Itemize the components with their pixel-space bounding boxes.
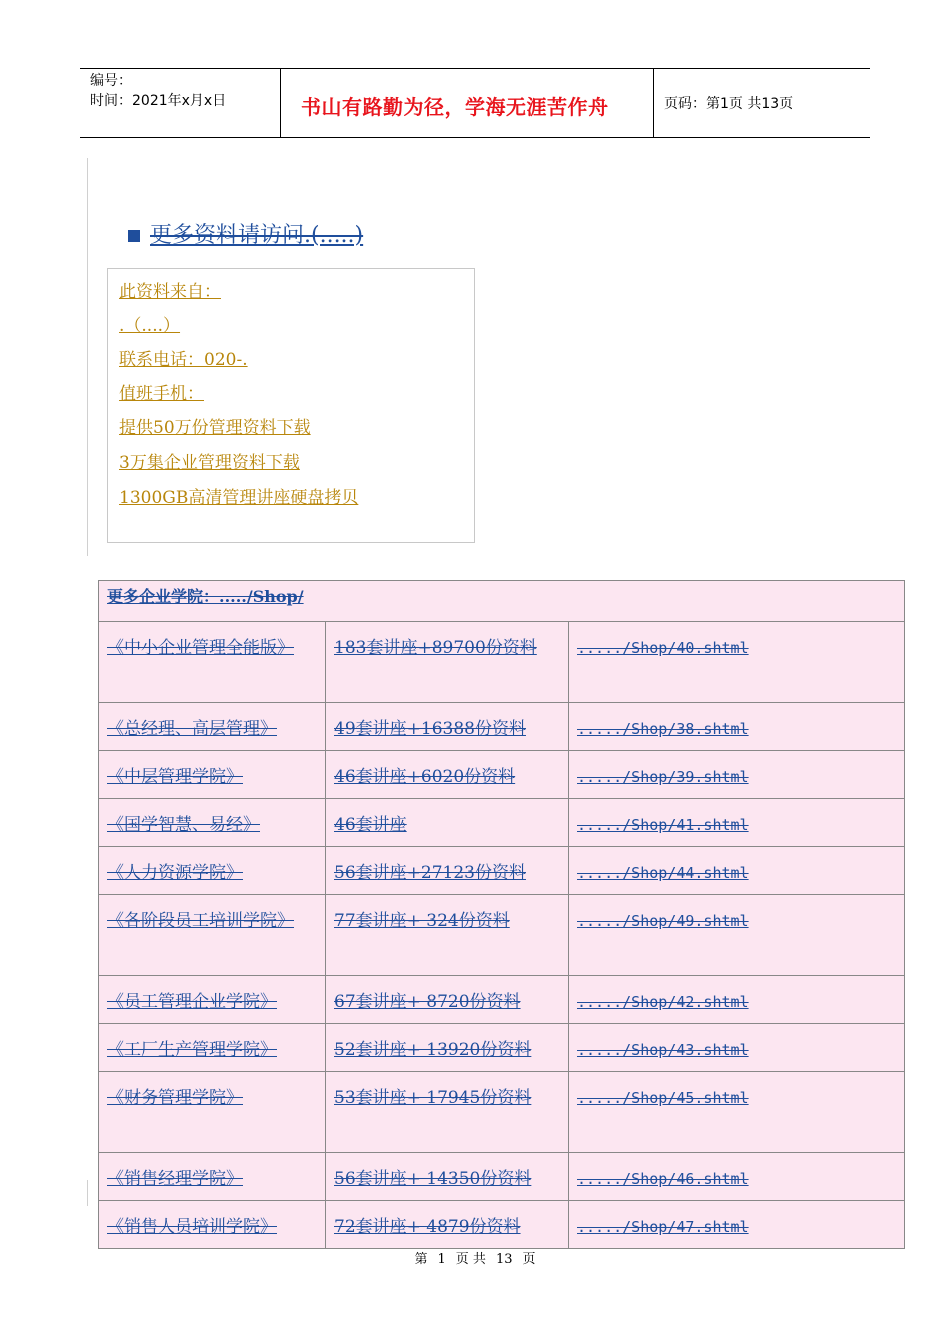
table-row [99, 751, 905, 799]
table-row [99, 847, 905, 895]
academy-desc[interactable]: 46套讲座 [326, 799, 569, 847]
page-footer [0, 1248, 950, 1267]
academy-desc[interactable]: 67套讲座+ 8720份资料 [326, 976, 569, 1024]
table-row [99, 976, 905, 1024]
number-label: 编号： [90, 73, 132, 89]
academy-url[interactable]: ...../Shop/47.shtml [569, 1201, 905, 1249]
academy-url[interactable]: ...../Shop/49.shtml [569, 895, 905, 976]
footer-prefix: 第 [414, 1252, 428, 1267]
header-page-info: 页码：第1页 共13页 [664, 96, 794, 112]
motto: 书山有路勤为径，学海无涯苦作舟 [301, 95, 609, 119]
header-meta [80, 69, 281, 137]
academy-url[interactable]: ...../Shop/39.shtml [569, 751, 905, 799]
header-motto-cell [281, 69, 654, 137]
date-label: 时间：2021年x月x日 [90, 93, 227, 109]
academy-name[interactable]: 《各阶段员工培训学院》 [99, 895, 326, 976]
academy-name[interactable]: 《工厂生产管理学院》 [99, 1024, 326, 1072]
academy-name[interactable]: 《销售经理学院》 [99, 1153, 326, 1201]
info-link[interactable]: .（....） [119, 316, 181, 336]
academy-name[interactable]: 《中小企业管理全能版》 [99, 622, 326, 703]
academy-url[interactable]: ...../Shop/42.shtml [569, 976, 905, 1024]
academy-desc[interactable]: 183套讲座+89700份资料 [326, 622, 569, 703]
footer-page-number: 1 [437, 1252, 446, 1267]
footer-total-pages: 13 [495, 1252, 513, 1267]
academy-url[interactable]: ...../Shop/38.shtml [569, 703, 905, 751]
margin-line [87, 158, 88, 556]
footer-suffix: 页 [522, 1252, 536, 1267]
academy-name[interactable]: 《员工管理企业学院》 [99, 976, 326, 1024]
info-link[interactable]: 值班手机： [119, 384, 204, 404]
info-link[interactable]: 3万集企业管理资料下载 [119, 453, 300, 473]
academy-url[interactable]: ...../Shop/43.shtml [569, 1024, 905, 1072]
academy-name[interactable]: 《中层管理学院》 [99, 751, 326, 799]
table-title[interactable]: 更多企业学院：...../Shop/ [99, 581, 905, 622]
academy-desc[interactable]: 46套讲座+6020份资料 [326, 751, 569, 799]
table-row [99, 622, 905, 703]
square-bullet-icon [128, 230, 140, 242]
academy-url[interactable]: ...../Shop/41.shtml [569, 799, 905, 847]
table-row [99, 1024, 905, 1072]
academy-url[interactable]: ...../Shop/46.shtml [569, 1153, 905, 1201]
info-link[interactable]: 1300GB高清管理讲座硬盘拷贝 [119, 488, 359, 508]
academy-desc[interactable]: 53套讲座+ 17945份资料 [326, 1072, 569, 1153]
info-link[interactable]: 提供50万份管理资料下载 [119, 418, 311, 438]
more-resources-link[interactable] [128, 218, 363, 249]
academy-url[interactable]: ...../Shop/40.shtml [569, 622, 905, 703]
page-header [80, 68, 870, 138]
info-link[interactable]: 此资料来自： [119, 282, 221, 302]
academy-desc[interactable]: 52套讲座+ 13920份资料 [326, 1024, 569, 1072]
academy-url[interactable]: ...../Shop/44.shtml [569, 847, 905, 895]
academy-desc[interactable]: 77套讲座+ 324份资料 [326, 895, 569, 976]
table-row [99, 1072, 905, 1153]
margin-line [87, 1180, 88, 1206]
academy-url[interactable]: ...../Shop/45.shtml [569, 1072, 905, 1153]
academy-name[interactable]: 《人力资源学院》 [99, 847, 326, 895]
academy-table [98, 580, 905, 1249]
footer-middle: 页 共 [455, 1252, 486, 1267]
academy-desc[interactable]: 49套讲座+16388份资料 [326, 703, 569, 751]
info-box [107, 268, 475, 543]
info-link[interactable]: 联系电话：020-. [119, 350, 248, 370]
more-resources-text: 更多资料请访问.(.....) [150, 223, 364, 248]
table-row [99, 1201, 905, 1249]
academy-name[interactable]: 《销售人员培训学院》 [99, 1201, 326, 1249]
academy-name[interactable]: 《财务管理学院》 [99, 1072, 326, 1153]
academy-desc[interactable]: 56套讲座+27123份资料 [326, 847, 569, 895]
academy-desc[interactable]: 56套讲座+ 14350份资料 [326, 1153, 569, 1201]
academy-name[interactable]: 《总经理、高层管理》 [99, 703, 326, 751]
table-row [99, 703, 905, 751]
table-row [99, 895, 905, 976]
table-row [99, 1153, 905, 1201]
academy-desc[interactable]: 72套讲座+ 4879份资料 [326, 1201, 569, 1249]
table-row [99, 799, 905, 847]
academy-name[interactable]: 《国学智慧、易经》 [99, 799, 326, 847]
